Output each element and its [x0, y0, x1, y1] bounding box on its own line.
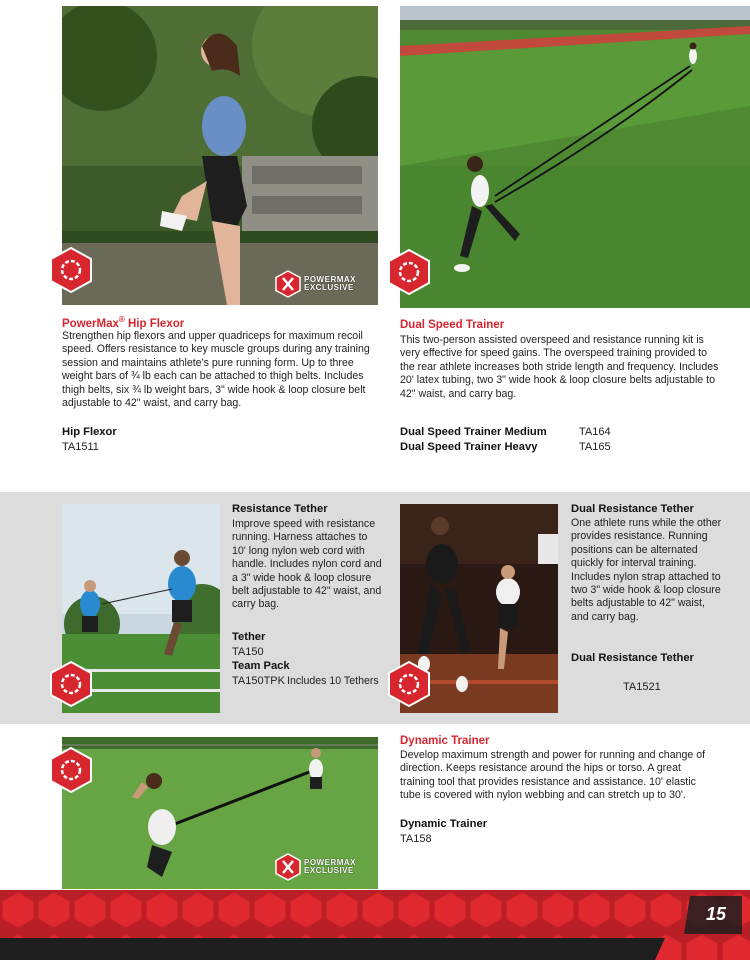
- footer-hex-band: [0, 890, 750, 960]
- resistance-hex-icon: [50, 247, 92, 293]
- dual-speed-description: This two-person assisted overspeed and resistance running kit is very effective for speed gains. The overspeed training provided to the rear athlete increases both stride length and frequency. Includes 20' latex tubing, two 3" wide hook & loop closure belts adjustable to 42" waist, and carry bag.: [400, 334, 719, 400]
- x-hex-icon: [275, 270, 301, 298]
- dynamic-trainer-title: Dynamic Trainer: [400, 735, 490, 747]
- hip-flexor-sku-name: Hip Flexor: [62, 426, 117, 438]
- exclusive-line1: POWERMAX: [304, 275, 356, 284]
- hip-flexor-sku-code: TA1511: [62, 441, 99, 453]
- page-number: 15: [705, 904, 726, 924]
- x-hex-icon: [275, 853, 301, 881]
- registered-mark: ®: [118, 315, 125, 324]
- dynamic-trainer-description: Develop maximum strength and power for running and change of direction. Keeps resistance around the hips or torso. A great training tool that provides resistance and assistance. 10' elastic tube is covered with nylon webbing and can stretch up to 30'.: [400, 749, 706, 802]
- dual-resistance-description: One athlete runs while the other provides resistance. Running positions can be alternated quickly for interval training. Includes nylon strap attached to two 3" wide hook & loop closure belts adjustable to 42" waist, and carry bag.: [571, 517, 722, 623]
- team-pack-sku-name: Team Pack: [232, 660, 290, 672]
- hip-flexor-title-rest: Hip Flexor: [124, 317, 185, 330]
- hip-flexor-title: [62, 315, 184, 330]
- exclusive-line2: EXCLUSIVE: [304, 283, 354, 292]
- exclusive-line1: POWERMAX: [304, 858, 356, 867]
- team-pack-note: Includes 10 Tethers: [287, 675, 379, 687]
- dual-resistance-title: Dual Resistance Tether: [571, 503, 694, 515]
- tether-sku-name: Tether: [232, 631, 266, 643]
- resistance-hex-icon: [50, 747, 92, 793]
- dynamic-trainer-sku-name: Dynamic Trainer: [400, 818, 488, 830]
- hip-flexor-title-brand: PowerMax: [62, 317, 119, 330]
- resistance-hex-icon: [388, 249, 430, 295]
- hip-flexor-description: Strengthen hip flexors and upper quadriceps for maximum recoil speed. Offers resistance to key muscle groups during any training session and maintains athlete's pure running form. Up to three weight bars of ¾ lb each can be attached to thigh belts. Includes thigh belts, six ¾ lb weight bars, 3" wide hook & loop closure belt adjustable to 42" waist, and carry bag.: [62, 330, 370, 410]
- resistance-hex-icon: [50, 661, 92, 707]
- dual-speed-sku1-name: Dual Speed Trainer Medium: [400, 426, 547, 438]
- powermax-exclusive-badge: [275, 853, 356, 881]
- tether-sku-code: TA150: [232, 646, 264, 658]
- exclusive-line2: EXCLUSIVE: [304, 866, 354, 875]
- resistance-hex-icon: [388, 661, 430, 707]
- resistance-tether-description: Improve speed with resistance running. Harness attaches to 10' long nylon web cord with handle. Includes nylon cord and a 3" wide hook & loop closure belt adjustable to 42" waist, and carry bag.: [232, 518, 382, 611]
- dual-resistance-sku-name: Dual Resistance Tether: [571, 652, 694, 664]
- resistance-tether-title: Resistance Tether: [232, 503, 328, 515]
- dual-speed-sku2-code: TA165: [579, 441, 611, 453]
- dynamic-trainer-sku-code: TA158: [400, 833, 432, 845]
- dual-speed-title: Dual Speed Trainer: [400, 319, 505, 331]
- powermax-exclusive-badge: [275, 270, 356, 298]
- dual-resistance-sku-code: TA1521: [623, 681, 661, 693]
- dual-speed-sku2-name: Dual Speed Trainer Heavy: [400, 441, 538, 453]
- dual-speed-sku1-code: TA164: [579, 426, 611, 438]
- team-pack-sku-code: TA150TPK: [232, 675, 285, 687]
- hip-flexor-photo: [62, 6, 378, 305]
- dual-speed-photo: [400, 6, 750, 308]
